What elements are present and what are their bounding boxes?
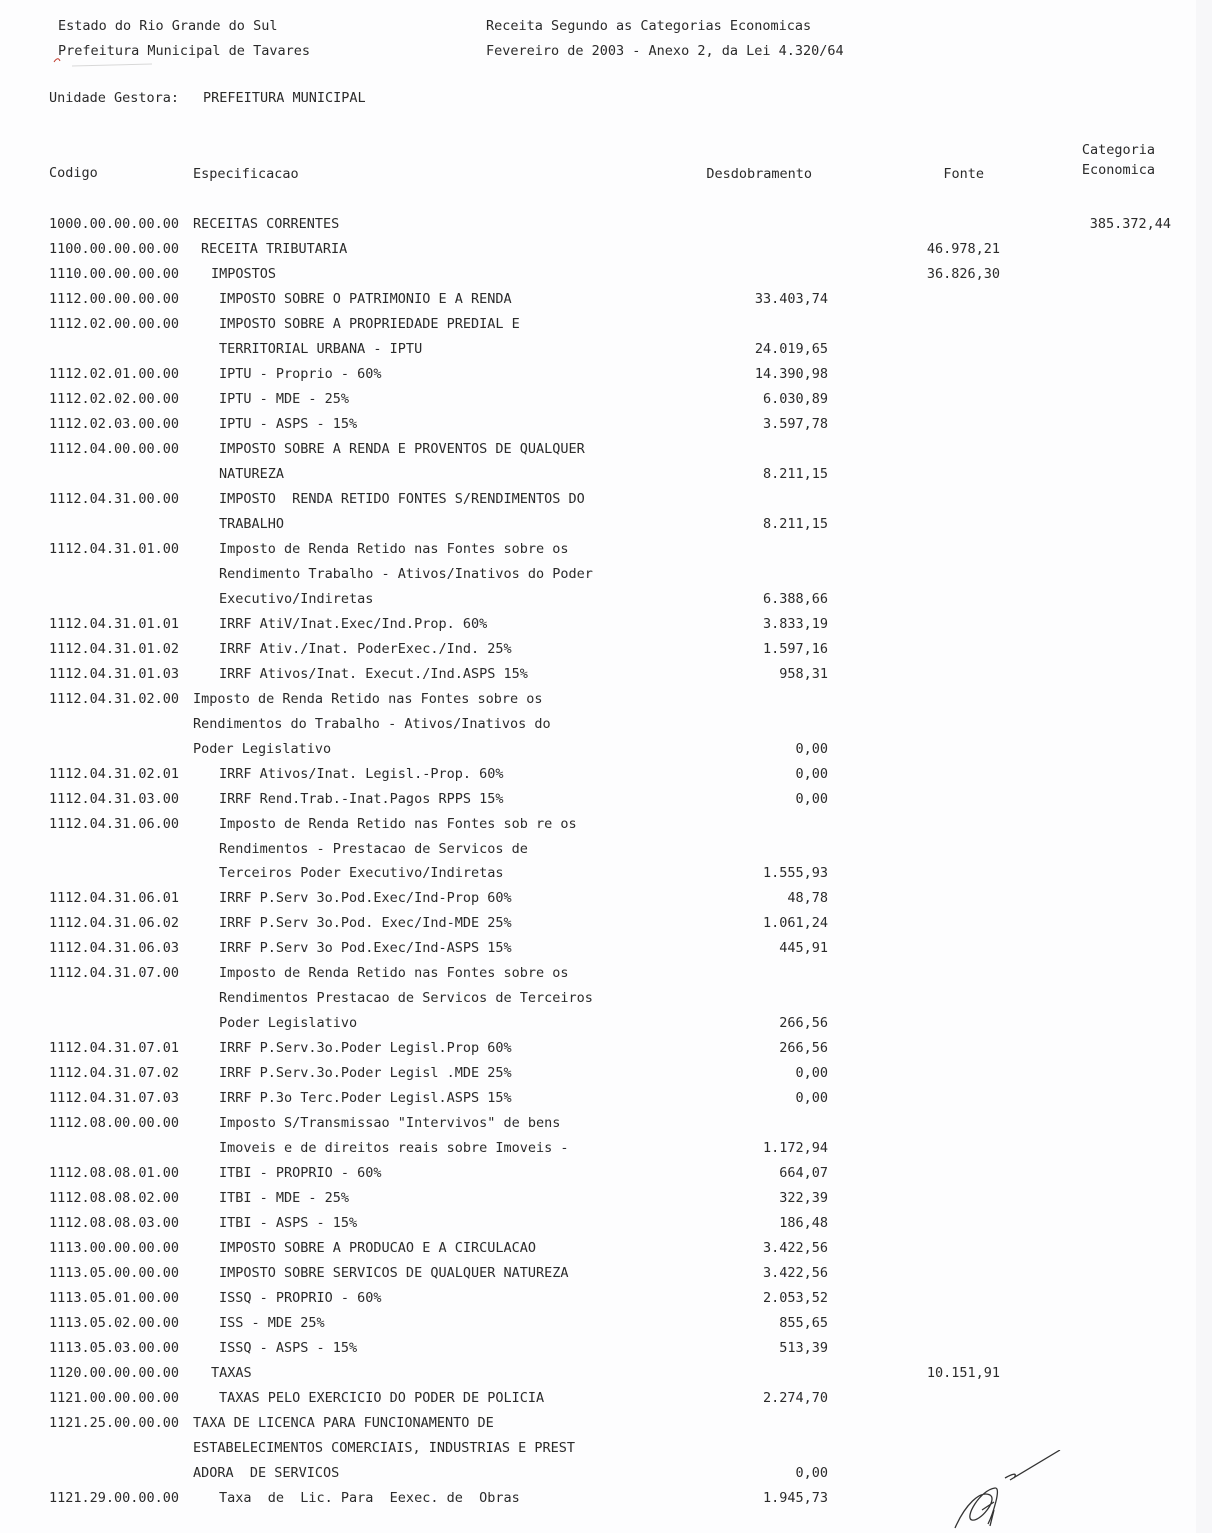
ink-mark: [52, 52, 162, 72]
table-row: [0, 312, 1196, 337]
row-desdobramento-value: 664,07: [779, 1165, 828, 1182]
table-row: [0, 687, 1196, 712]
table-row: [0, 562, 1196, 587]
row-desdobramento-value: 958,31: [779, 665, 828, 682]
row-desdobramento-value: 2.274,70: [762, 1390, 828, 1407]
table-row: [0, 1286, 1196, 1311]
row-code: 1112.02.03.00.00: [49, 415, 180, 432]
table-row: [0, 1311, 1196, 1336]
table-row: [0, 1361, 1196, 1386]
report-subtitle: Fevereiro de 2003 - Anexo 2, da Lei 4.320/64: [486, 43, 844, 59]
row-specification: IRRF P.Serv 3o.Pod.Exec/Ind-Prop 60%: [219, 890, 512, 907]
row-code: 1112.04.31.06.00: [49, 815, 180, 832]
row-specification: IPTU - Proprio - 60%: [219, 365, 382, 382]
row-specification: Poder Legislativo: [219, 1015, 358, 1032]
row-code: 1120.00.00.00.00: [49, 1365, 180, 1382]
row-code: 1100.00.00.00.00: [49, 240, 180, 257]
row-code: 1112.08.00.00.00: [49, 1115, 180, 1132]
row-specification: Taxa de Lic. Para Eexec. de Obras: [219, 1489, 520, 1506]
row-specification: NATUREZA: [219, 465, 285, 482]
row-code: 1112.04.31.02.01: [49, 765, 180, 782]
row-code: 1112.08.08.03.00: [49, 1215, 180, 1232]
row-specification: Rendimentos do Trabalho - Ativos/Inativos do: [193, 715, 551, 732]
row-code: 1112.04.31.06.01: [49, 890, 180, 907]
municipality-name: Prefeitura Municipal de Tavares: [58, 43, 310, 59]
row-desdobramento-value: 855,65: [779, 1315, 828, 1332]
column-header-categoria-line1: Categoria: [1081, 142, 1155, 158]
row-specification: Imoveis e de direitos reais sobre Imoveis -: [219, 1140, 569, 1157]
table-row: [0, 936, 1196, 961]
row-code: 1112.04.31.07.00: [49, 965, 180, 982]
row-desdobramento-value: 1.945,73: [762, 1489, 828, 1506]
row-code: 1112.04.31.07.01: [49, 1040, 180, 1057]
row-fonte-value: 46.978,21: [926, 240, 1000, 257]
row-desdobramento-value: 266,56: [779, 1040, 828, 1057]
table-row: [0, 1036, 1196, 1061]
row-code: 1121.00.00.00.00: [49, 1390, 180, 1407]
table-row: [0, 662, 1196, 687]
row-code: 1113.05.02.00.00: [49, 1315, 180, 1332]
column-header-categoria-line2: Economica: [1081, 162, 1155, 178]
row-specification: IRRF P.Serv.3o.Poder Legisl .MDE 25%: [219, 1065, 512, 1082]
table-row: [0, 237, 1196, 262]
row-code: 1112.04.31.06.02: [49, 915, 180, 932]
table-row: [0, 612, 1196, 637]
row-desdobramento-value: 0,00: [795, 1465, 828, 1481]
row-desdobramento-value: 0,00: [795, 790, 828, 807]
table-row: [0, 437, 1196, 462]
row-desdobramento-value: 1.172,94: [762, 1140, 828, 1157]
row-code: 1112.00.00.00.00: [49, 290, 180, 307]
signature-mark: [950, 1450, 1070, 1530]
state-name: Estado do Rio Grande do Sul: [58, 18, 278, 34]
table-row: [0, 212, 1196, 237]
row-desdobramento-value: 0,00: [795, 765, 828, 782]
row-specification: Executivo/Indiretas: [219, 590, 374, 607]
row-specification: IMPOSTOS: [211, 265, 277, 282]
table-row: [0, 487, 1196, 512]
table-row: [0, 1186, 1196, 1211]
row-desdobramento-value: 24.019,65: [754, 340, 828, 357]
row-specification: TERRITORIAL URBANA - IPTU: [219, 340, 423, 357]
row-code: 1121.25.00.00.00: [49, 1415, 180, 1432]
row-specification: IRRF P.Serv.3o.Poder Legisl.Prop 60%: [219, 1040, 512, 1057]
column-header-especificacao: Especificacao: [193, 166, 299, 182]
row-specification: Poder Legislativo: [193, 740, 332, 757]
row-specification: IMPOSTO RENDA RETIDO FONTES S/RENDIMENTOS DO: [219, 490, 585, 507]
row-desdobramento-value: 3.422,56: [762, 1240, 828, 1257]
row-code: 1112.04.31.06.03: [49, 940, 180, 957]
row-specification: TAXAS: [211, 1365, 252, 1382]
table-row: [0, 1111, 1196, 1136]
row-desdobramento-value: 1.061,24: [762, 915, 828, 932]
row-specification: ITBI - MDE - 25%: [219, 1190, 350, 1207]
row-specification: ISS - MDE 25%: [219, 1315, 325, 1332]
row-code: 1112.08.08.02.00: [49, 1190, 180, 1207]
row-fonte-value: 10.151,91: [926, 1365, 1000, 1382]
table-row: [0, 1236, 1196, 1261]
row-desdobramento-value: 186,48: [779, 1215, 828, 1232]
row-specification: IRRF Ativos/Inat. Execut./Ind.ASPS 15%: [219, 665, 528, 682]
row-specification: ISSQ - ASPS - 15%: [219, 1340, 358, 1357]
table-row: [0, 961, 1196, 986]
row-desdobramento-value: 3.833,19: [762, 615, 828, 632]
row-code: 1112.04.31.02.00: [49, 690, 180, 707]
unit-value: PREFEITURA MUNICIPAL: [203, 90, 366, 106]
row-specification: Imposto de Renda Retido nas Fontes sob re os: [219, 815, 577, 832]
table-row: [0, 362, 1196, 387]
row-fonte-value: 36.826,30: [926, 265, 1000, 282]
row-specification: Rendimento Trabalho - Ativos/Inativos do Poder: [219, 565, 593, 582]
row-specification: ITBI - PROPRIO - 60%: [219, 1165, 382, 1182]
table-row: [0, 837, 1196, 862]
row-desdobramento-value: 2.053,52: [762, 1290, 828, 1307]
row-specification: IMPOSTO SOBRE A RENDA E PROVENTOS DE QUALQUER: [219, 440, 585, 457]
row-desdobramento-value: 6.030,89: [762, 390, 828, 407]
row-desdobramento-value: 1.555,93: [762, 865, 828, 882]
row-code: 1112.04.00.00.00: [49, 440, 180, 457]
row-desdobramento-value: 0,00: [795, 740, 828, 757]
column-header-desdobramento: Desdobramento: [706, 166, 812, 182]
table-row: [0, 537, 1196, 562]
row-categoria-value: 385.372,44: [1089, 216, 1171, 232]
row-code: 1112.04.31.07.02: [49, 1065, 180, 1082]
row-specification: Terceiros Poder Executivo/Indiretas: [219, 865, 504, 882]
table-row: [0, 712, 1196, 737]
table-row: [0, 1211, 1196, 1236]
row-desdobramento-value: 48,78: [787, 890, 828, 907]
row-specification: RECEITAS CORRENTES: [193, 216, 340, 232]
table-row: [0, 737, 1196, 762]
row-code: 1112.04.31.01.03: [49, 665, 180, 682]
row-code: 1113.00.00.00.00: [49, 1240, 180, 1257]
table-row: [0, 462, 1196, 487]
row-specification: Imposto S/Transmissao "Intervivos" de bens: [219, 1115, 561, 1132]
row-code: 1112.04.31.07.03: [49, 1090, 180, 1107]
table-row: [0, 911, 1196, 936]
row-code: 1000.00.00.00.00: [49, 216, 180, 232]
row-specification: TAXA DE LICENCA PARA FUNCIONAMENTO DE: [193, 1415, 494, 1432]
row-specification: Imposto de Renda Retido nas Fontes sobre os: [193, 690, 543, 707]
table-row: [0, 1061, 1196, 1086]
row-specification: IRRF Rend.Trab.-Inat.Pagos RPPS 15%: [219, 790, 504, 807]
row-specification: ADORA DE SERVICOS: [193, 1465, 340, 1481]
table-row: [0, 512, 1196, 537]
row-code: 1112.02.01.00.00: [49, 365, 180, 382]
table-row: [0, 587, 1196, 612]
row-code: 1112.02.00.00.00: [49, 315, 180, 332]
header-right: [486, 14, 844, 64]
table-row: [0, 1136, 1196, 1161]
row-specification: IMPOSTO SOBRE SERVICOS DE QUALQUER NATUREZA: [219, 1265, 569, 1282]
row-specification: IMPOSTO SOBRE A PROPRIEDADE PREDIAL E: [219, 315, 520, 332]
row-specification: IRRF P.3o Terc.Poder Legisl.ASPS 15%: [219, 1090, 512, 1107]
table-row: [0, 1011, 1196, 1036]
row-specification: RECEITA TRIBUTARIA: [201, 240, 348, 257]
row-desdobramento-value: 6.388,66: [762, 590, 828, 607]
table-row: [0, 1261, 1196, 1286]
table-row: [0, 812, 1196, 837]
row-specification: IMPOSTO SOBRE A PRODUCAO E A CIRCULACAO: [219, 1240, 536, 1257]
row-desdobramento-value: 0,00: [795, 1090, 828, 1107]
table-row: [0, 762, 1196, 787]
row-desdobramento-value: 513,39: [779, 1340, 828, 1357]
report-title: Receita Segundo as Categorias Economicas: [486, 18, 812, 34]
row-code: 1113.05.03.00.00: [49, 1340, 180, 1357]
unit-label: Unidade Gestora:: [49, 90, 180, 106]
row-specification: IRRF P.Serv 3o.Pod. Exec/Ind-MDE 25%: [219, 915, 512, 932]
row-specification: IPTU - ASPS - 15%: [219, 415, 358, 432]
row-desdobramento-value: 445,91: [779, 940, 828, 957]
row-code: 1110.00.00.00.00: [49, 265, 180, 282]
row-desdobramento-value: 0,00: [795, 1065, 828, 1082]
row-desdobramento-value: 14.390,98: [754, 365, 828, 382]
table-row: [0, 412, 1196, 437]
row-specification: ISSQ - PROPRIO - 60%: [219, 1290, 382, 1307]
row-specification: IRRF AtiV/Inat.Exec/Ind.Prop. 60%: [219, 615, 488, 632]
unit-line: [49, 90, 366, 106]
row-desdobramento-value: 3.597,78: [762, 415, 828, 432]
row-code: 1112.04.31.01.00: [49, 540, 180, 557]
row-desdobramento-value: 1.597,16: [762, 640, 828, 657]
table-row: [0, 1161, 1196, 1186]
row-code: 1112.04.31.00.00: [49, 490, 180, 507]
row-specification: ESTABELECIMENTOS COMERCIAIS, INDUSTRIAS E PREST: [193, 1440, 576, 1457]
row-desdobramento-value: 266,56: [779, 1015, 828, 1032]
row-specification: IPTU - MDE - 25%: [219, 390, 350, 407]
row-code: 1113.05.00.00.00: [49, 1265, 180, 1282]
row-code: 1112.04.31.03.00: [49, 790, 180, 807]
row-code: 1112.04.31.01.01: [49, 615, 180, 632]
row-desdobramento-value: 33.403,74: [754, 290, 828, 307]
table-row: [0, 337, 1196, 362]
table-row: [0, 1386, 1196, 1411]
table-row: [0, 986, 1196, 1011]
table-row: [0, 262, 1196, 287]
row-specification: Imposto de Renda Retido nas Fontes sobre os: [219, 965, 569, 982]
row-code: 1112.02.02.00.00: [49, 390, 180, 407]
table-row: [0, 1336, 1196, 1361]
table-row: [0, 861, 1196, 886]
row-specification: Rendimentos Prestacao de Servicos de Terceiros: [219, 990, 593, 1007]
row-code: 1121.29.00.00.00: [49, 1489, 180, 1506]
row-code: 1113.05.01.00.00: [49, 1290, 180, 1307]
row-specification: IMPOSTO SOBRE O PATRIMONIO E A RENDA: [219, 290, 512, 307]
table-row: [0, 287, 1196, 312]
row-code: 1112.04.31.01.02: [49, 640, 180, 657]
table-row: [0, 886, 1196, 911]
table-row: [0, 1086, 1196, 1111]
row-specification: Imposto de Renda Retido nas Fontes sobre os: [219, 540, 569, 557]
row-specification: IRRF Ativ./Inat. PoderExec./Ind. 25%: [219, 640, 512, 657]
row-desdobramento-value: 322,39: [779, 1190, 828, 1207]
table-row: [0, 1411, 1196, 1436]
column-header-categoria: [1082, 142, 1155, 178]
table-row: [0, 387, 1196, 412]
column-header-codigo: Codigo: [49, 165, 98, 181]
row-specification: Rendimentos - Prestacao de Servicos de: [219, 840, 528, 857]
row-specification: TRABALHO: [219, 515, 285, 532]
table-row: [0, 787, 1196, 812]
row-specification: ITBI - ASPS - 15%: [219, 1215, 358, 1232]
row-desdobramento-value: 3.422,56: [762, 1265, 828, 1282]
row-desdobramento-value: 8.211,15: [762, 465, 828, 482]
column-header-fonte: Fonte: [943, 166, 984, 182]
row-desdobramento-value: 8.211,15: [762, 515, 828, 532]
row-specification: IRRF P.Serv 3o Pod.Exec/Ind-ASPS 15%: [219, 940, 512, 957]
row-specification: TAXAS PELO EXERCICIO DO PODER DE POLICIA: [219, 1390, 545, 1407]
row-specification: IRRF Ativos/Inat. Legisl.-Prop. 60%: [219, 765, 504, 782]
table-row: [0, 637, 1196, 662]
row-code: 1112.08.08.01.00: [49, 1165, 180, 1182]
